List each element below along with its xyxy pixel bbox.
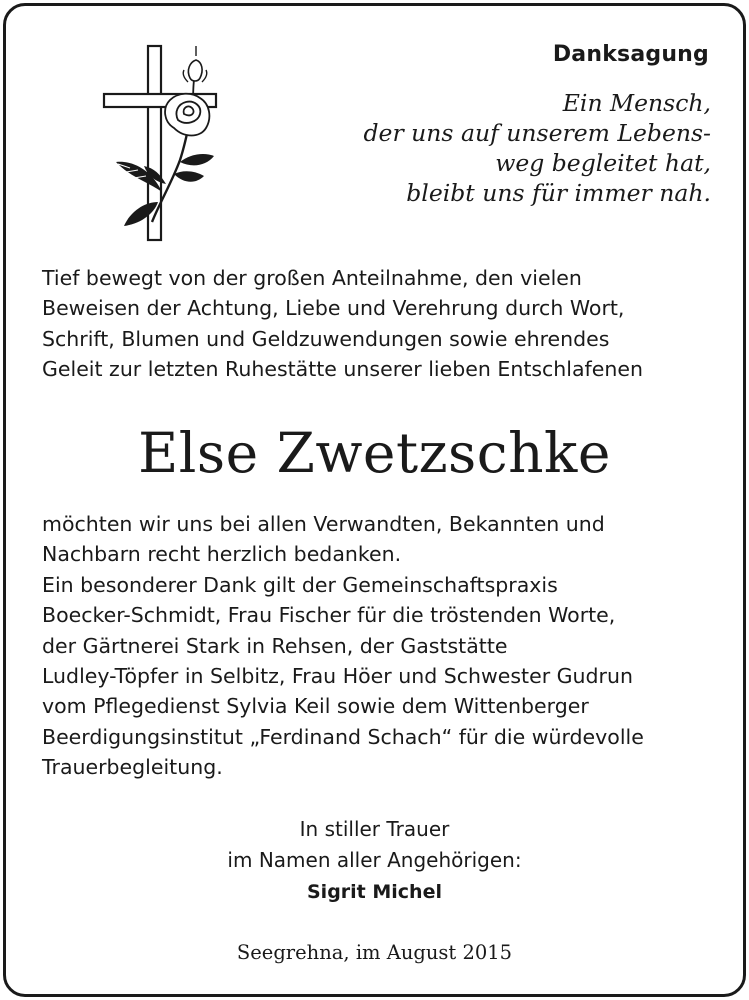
thanks-line: Trauerbegleitung. [42,755,223,780]
thanks-line: möchten wir uns bei allen Verwandten, Bekannten und [42,512,605,536]
verse-line: Ein Mensch, [562,89,711,117]
intro-line: Geleit zur letzten Ruhestätte unserer lieben Entschlafenen [42,357,643,382]
deceased-name: Else Zwetzschke [138,421,611,485]
thanks-line: der Gärtnerei Stark in Rehsen, der Gaststätte [42,633,508,658]
thanks-paragraph [42,509,722,783]
signer-name: Sigrit Michel [307,881,442,903]
verse-line: weg begleitet hat, [495,149,711,177]
verse-line: bleibt uns für immer nah. [406,179,711,207]
verse-line: der uns auf unserem Lebens- [363,119,711,147]
intro-line: Beweisen der Achtung, Liebe und Verehrung durch Wort, [42,296,625,321]
notice-heading: Danksagung [552,42,709,67]
thanks-line: Nachbarn recht herzlich bedanken. [42,542,402,567]
intro-paragraph [42,263,722,385]
closing-line-relatives: im Namen aller Angehörigen: [227,848,522,872]
thanks-line: Boecker-Schmidt, Frau Fischer für die tröstenden Worte, [42,603,616,628]
memorial-verse [251,88,711,208]
place-and-date: Seegrehna, im August 2015 [236,941,513,964]
intro-line: Schrift, Blumen und Geldzuwendungen sowie ehrendes [42,326,610,351]
cross-with-rose-icon [100,42,224,244]
thanks-line: vom Pflegedienst Sylvia Keil sowie dem Wittenberger [42,694,589,719]
thanks-line: Ludley-Töpfer in Selbitz, Frau Höer und Schwester Gudrun [42,664,633,689]
closing-line-mourning: In stiller Trauer [299,817,450,841]
thanks-line: Beerdigungsinstitut „Ferdinand Schach“ für die würdevolle [42,724,644,749]
intro-line: Tief bewegt von der großen Anteilnahme, den vielen [42,266,582,290]
thanks-line: Ein besonderer Dank gilt der Gemeinschaftspraxis [42,572,558,597]
